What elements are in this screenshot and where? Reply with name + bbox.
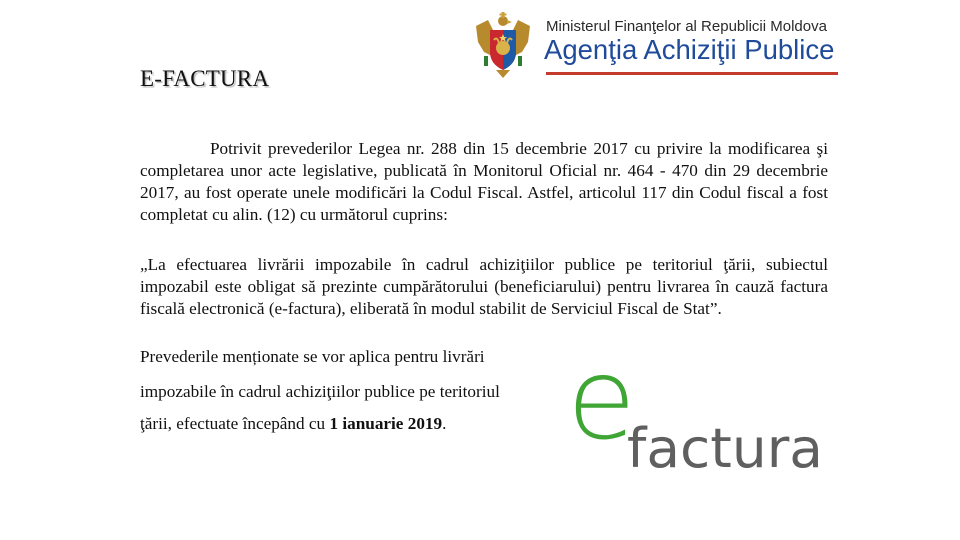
- slide-title: E-FACTURA: [140, 66, 270, 91]
- closing-line-1: Prevederile menționate se vor aplica pentru livrări: [140, 347, 485, 366]
- efactura-logo-e: e: [567, 340, 636, 465]
- effective-date: 1 ianuarie 2019: [329, 414, 443, 433]
- agency-name: Agenţia Achiziţii Publice: [544, 34, 835, 65]
- closing-line-3: [140, 414, 446, 434]
- efactura-logo: [565, 340, 835, 480]
- coat-of-arms-icon: [470, 12, 536, 80]
- closing-line-3-prefix: ţării, efectuate începând cu: [140, 414, 330, 433]
- agency-logo: [470, 12, 850, 80]
- agency-underline: [546, 72, 838, 75]
- closing-line-3-suffix: .: [442, 414, 447, 433]
- closing-line-2: impozabile în cadrul achiziţiilor publice pe teritoriul: [140, 382, 500, 401]
- law-reference-paragraph: Potrivit prevederilor Legea nr. 288 din 15 decembrie 2017 cu privire la modificarea şi completarea unor acte legislative, publicată în Monitorul Oficial nr. 464 - 470 din 29 decembrie 2017, au fost operate unele modificări la Codul Fiscal. Astfel, articolul 117 din Codul fiscal a fost completat cu alin. (12) cu următorul cuprins:: [140, 139, 828, 224]
- quoted-article-paragraph: „La efectuarea livrării impozabile în cadrul achiziţiilor publice pe teritoriul ţării, subiectul impozabil este obligat să prezinte cumpărătorului (beneficiarului) pentru livrarea în cauză factura fiscală electronică (e-factura), eliberată în modul stabilit de Serviciul Fiscal de Stat”.: [140, 255, 828, 318]
- ministry-name: Ministerul Finanţelor al Republicii Moldova: [546, 18, 827, 35]
- efactura-logo-word: factura: [627, 417, 823, 480]
